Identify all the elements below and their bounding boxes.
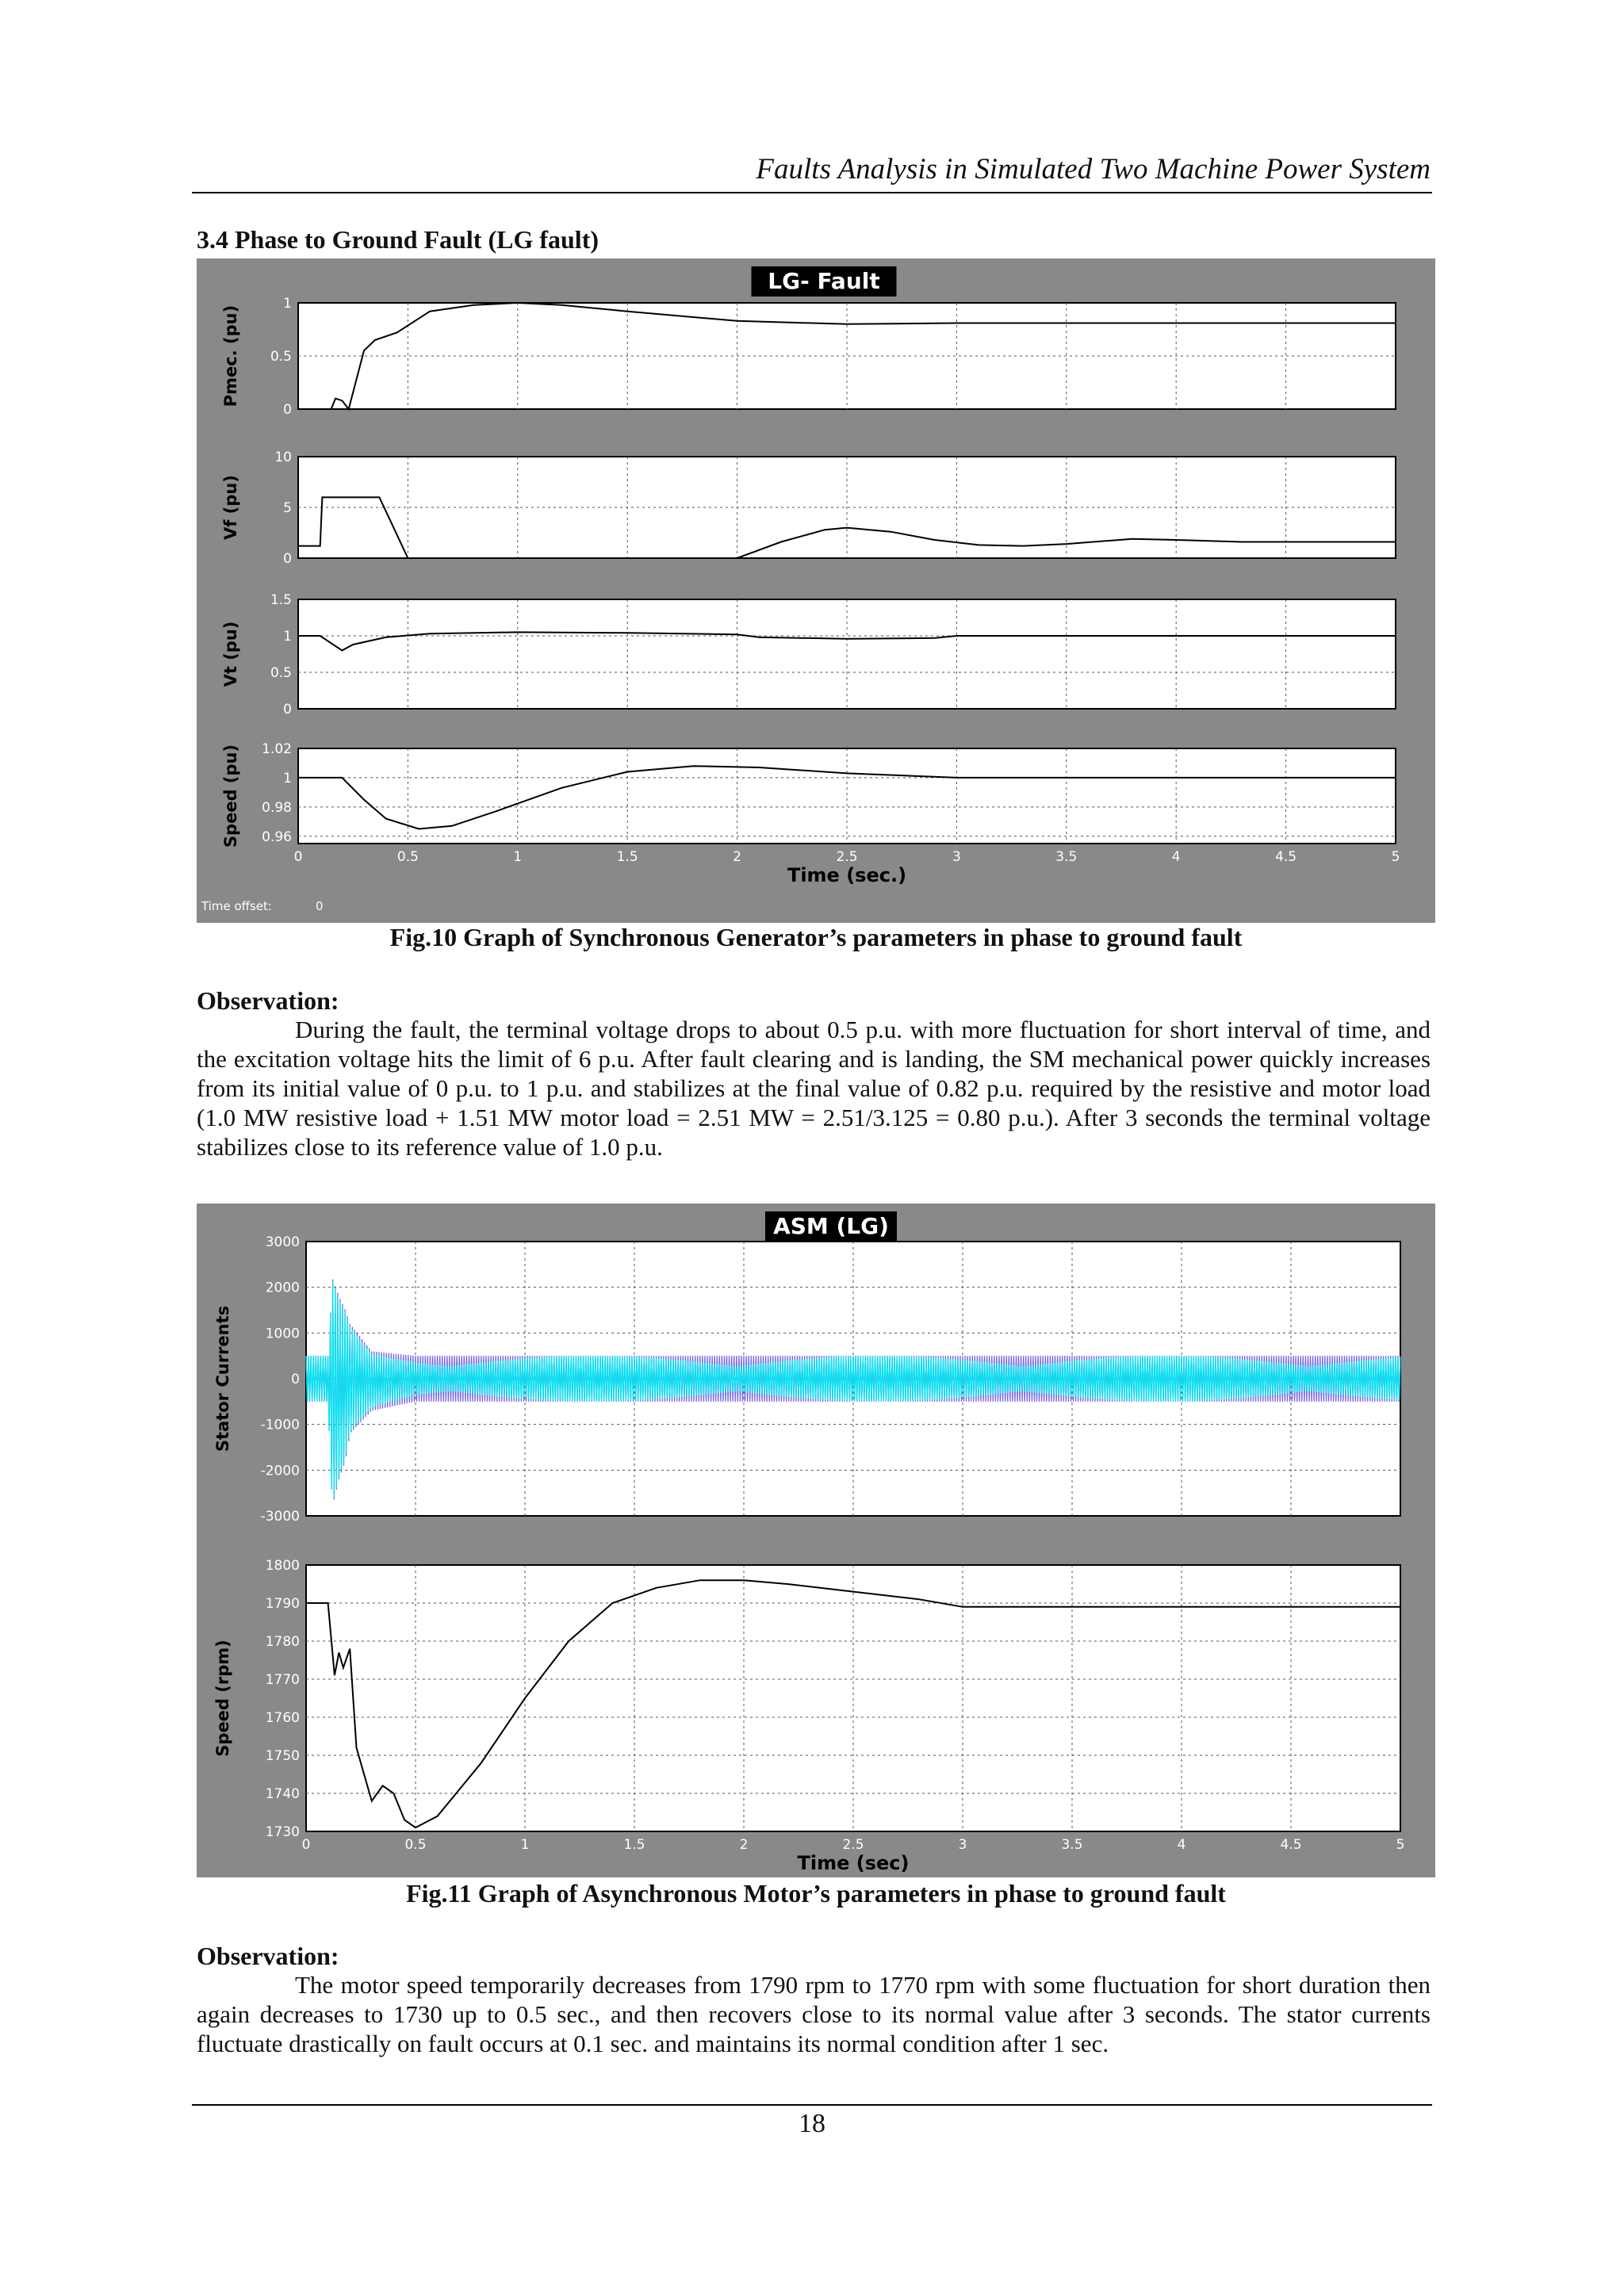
footer-rule (192, 2104, 1432, 2106)
y-tick-label: 1 (283, 629, 292, 645)
y-tick-label: 1730 (265, 1824, 300, 1840)
x-tick-label: 5 (1391, 849, 1400, 865)
x-tick-label: 0 (301, 1837, 311, 1853)
x-tick-label: 5 (1396, 1837, 1405, 1853)
y-tick-label: 1 (283, 770, 292, 786)
observation-1-text: During the fault, the terminal voltage drops to about 0.5 p.u. with more fluctuation for short interval of time, and the excitation voltage hits the limit of 6 p.u. After fault clearing and is landing, the SM mechanical power quickly increases from its initial value of 0 p.u. to 1 p.u. and stabilizes at the final value of 0.82 p.u. required by the resistive and motor load (1.0 MW resistive load + 1.51 MW motor load = 2.51 MW = 2.51/3.125 = 0.80 p.u.). After 3 seconds the terminal voltage stabilizes close to its reference value of 1.0 p.u. (197, 1016, 1431, 1161)
y-tick-label: 1760 (265, 1710, 300, 1726)
y-tick-label: 3000 (265, 1234, 300, 1250)
y-tick-label: 1 (283, 296, 292, 312)
x-tick-label: 0.5 (396, 849, 419, 865)
x-tick-label: 4 (1171, 849, 1181, 865)
running-header: Faults Analysis in Simulated Two Machine Power System (756, 153, 1431, 186)
time-offset-label: Time offset: (201, 899, 272, 913)
y-tick-label: 1790 (265, 1596, 300, 1612)
chart-title: ASM (LG) (773, 1213, 889, 1239)
figure-11 (197, 1203, 1435, 1877)
x-tick-label: 0 (293, 849, 303, 865)
y-axis-label: Pmec. (pu) (221, 304, 240, 408)
page-number: 18 (799, 2109, 825, 2138)
header-rule (192, 192, 1432, 193)
x-tick-label: 2 (739, 1837, 749, 1853)
x-axis-label: Time (sec) (797, 1852, 910, 1874)
y-tick-label: 0.98 (262, 799, 292, 816)
x-tick-label: 3.5 (1061, 1837, 1083, 1853)
y-axis-label: Vt (pu) (221, 621, 240, 687)
y-tick-label: -3000 (260, 1509, 300, 1525)
y-tick-label: 0 (283, 402, 292, 418)
y-tick-label: 2000 (265, 1280, 300, 1296)
plot-area (298, 599, 1396, 709)
observation-2-title: Observation: (197, 1942, 339, 1970)
y-tick-label: 1780 (265, 1634, 300, 1650)
figure-10 (197, 258, 1435, 923)
y-tick-label: 5 (283, 500, 292, 516)
y-tick-label: 1770 (265, 1672, 300, 1688)
x-tick-label: 2.5 (836, 849, 858, 865)
x-tick-label: 1 (513, 849, 523, 865)
y-axis-label: Vf (pu) (221, 475, 240, 540)
x-axis-label: Time (sec.) (787, 864, 907, 886)
y-tick-label: 1.02 (262, 741, 292, 757)
observation-2-text: The motor speed temporarily decreases from 1790 rpm to 1770 rpm with some fluctuation for short duration then again decreases to 1730 up to 0.5 sec., and then recovers close to its normal value after 3 seconds. The stator currents fluctuate drastically on fault occurs at 0.1 sec. and maintains its normal condition after 1 sec. (197, 1971, 1431, 2057)
x-tick-label: 1.5 (623, 1837, 645, 1853)
y-tick-label: 0.5 (270, 665, 292, 681)
y-axis-label: Speed (pu) (221, 744, 240, 848)
x-tick-label: 1 (520, 1837, 530, 1853)
x-tick-label: 4.5 (1280, 1837, 1302, 1853)
y-axis-label: Stator Currents (213, 1305, 232, 1452)
y-tick-label: -2000 (260, 1463, 300, 1479)
figure-10-caption: Fig.10 Graph of Synchronous Generator’s parameters in phase to ground fault (389, 923, 1243, 951)
x-tick-label: 4 (1177, 1837, 1186, 1853)
y-tick-label: 0.5 (270, 349, 292, 365)
y-tick-label: 1800 (265, 1558, 300, 1574)
y-tick-label: 0 (291, 1372, 300, 1387)
observation-1-title: Observation: (197, 986, 339, 1015)
y-tick-label: 0 (283, 702, 292, 718)
x-tick-label: 2 (733, 849, 742, 865)
y-tick-label: 1.5 (270, 592, 292, 608)
y-tick-label: -1000 (260, 1417, 300, 1433)
figure-11-scope (197, 1203, 1435, 1877)
chart-title: LG- Fault (768, 268, 880, 294)
figure-10-scope (197, 258, 1435, 923)
y-tick-label: 0.96 (262, 828, 292, 845)
y-tick-label: 1750 (265, 1748, 300, 1764)
x-tick-label: 0.5 (404, 1837, 427, 1853)
section-title: 3.4 Phase to Ground Fault (LG fault) (197, 225, 599, 254)
x-tick-label: 3 (952, 849, 961, 865)
x-tick-label: 1.5 (616, 849, 638, 865)
x-tick-label: 3.5 (1055, 849, 1078, 865)
x-tick-label: 2.5 (842, 1837, 864, 1853)
figure-11-caption: Fig.11 Graph of Asynchronous Motor’s parameters in phase to ground fault (406, 1879, 1226, 1908)
y-tick-label: 10 (274, 450, 292, 465)
x-tick-label: 3 (958, 1837, 967, 1853)
y-tick-label: 1740 (265, 1786, 300, 1802)
y-axis-label: Speed (rpm) (213, 1640, 232, 1757)
x-tick-label: 4.5 (1275, 849, 1297, 865)
y-tick-label: 1000 (265, 1326, 300, 1342)
y-tick-label: 0 (283, 551, 292, 567)
time-offset-value: 0 (316, 899, 324, 913)
plot-area (298, 748, 1396, 844)
